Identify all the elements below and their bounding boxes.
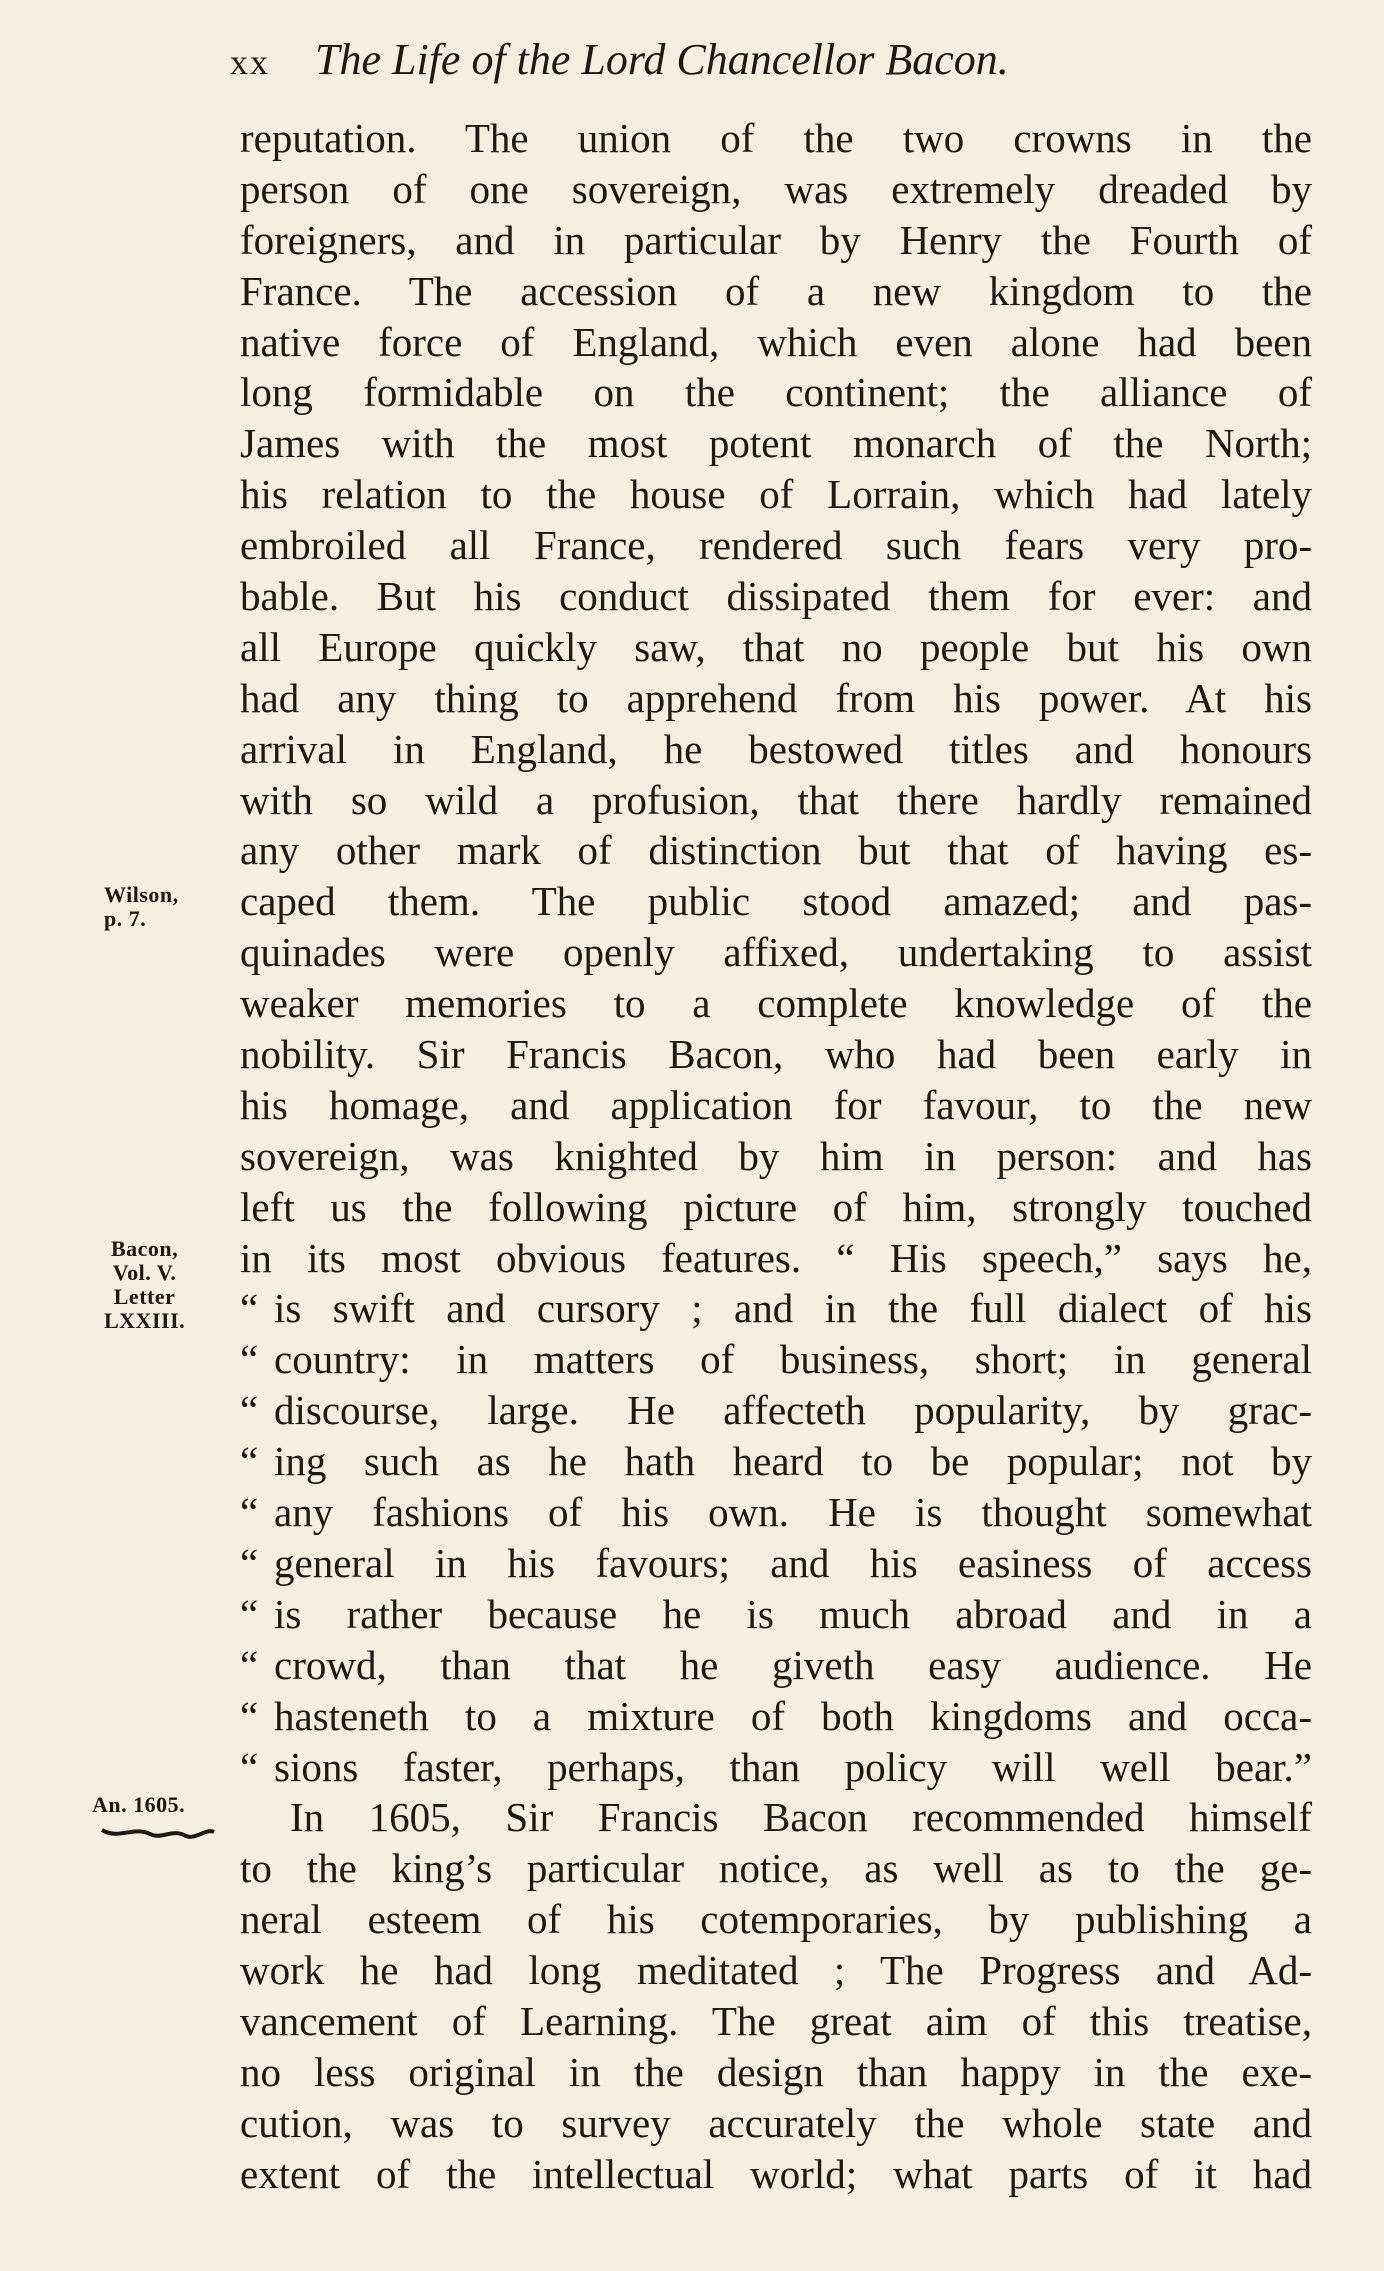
text-line: reputation. The union of the two crowns in the bbox=[240, 115, 1312, 161]
text-line bbox=[240, 1640, 1312, 1691]
quoted-line-text: crowd, than that he giveth easy audience. He bbox=[274, 1641, 1312, 1688]
quoted-line-text: hasteneth to a mixture of both kingdoms and occa- bbox=[274, 1692, 1312, 1739]
quoted-line-text: is rather because he is much abroad and in a bbox=[274, 1590, 1312, 1637]
text-line: caped them. The public stood amazed; and pas- bbox=[240, 878, 1312, 925]
margin-note-line: Letter bbox=[113, 1284, 176, 1309]
text-line bbox=[240, 1538, 1312, 1589]
quoted-line-text: country: in matters of business, short; in general bbox=[274, 1336, 1312, 1383]
margin-note-bacon bbox=[104, 1237, 185, 1333]
text-line: nobility. Sir Francis Bacon, who had been early in bbox=[240, 1031, 1312, 1078]
running-title: The Life of the Lord Chancellor Bacon. bbox=[315, 35, 1009, 84]
text-line: work he had long meditated ; The Progress and Ad- bbox=[240, 1947, 1312, 1994]
running-header bbox=[230, 34, 1210, 85]
text-line: all Europe quickly saw, that no people but his own bbox=[240, 623, 1312, 670]
text-line bbox=[240, 1436, 1312, 1487]
text-line: arrival in England, he bestowed titles and honours bbox=[240, 725, 1312, 772]
text-line: to the king’s particular notice, as well as to the ge- bbox=[240, 1845, 1312, 1892]
text-line: no less original in the design than happy in the exe- bbox=[240, 2048, 1312, 2095]
text-line: neral esteem of his cotemporaries, by publishing a bbox=[240, 1896, 1312, 1943]
text-line bbox=[240, 1691, 1312, 1742]
text-line: weaker memories to a complete knowledge of the bbox=[240, 980, 1312, 1027]
body-text bbox=[240, 113, 1312, 2200]
text-line: his homage, and application for favour, to the new bbox=[240, 1081, 1312, 1128]
page-number: xx bbox=[230, 42, 270, 82]
quote-mark: “ bbox=[240, 1539, 259, 1586]
quoted-line-text: is swift and cursory ; and in the full dialect of his bbox=[274, 1285, 1312, 1332]
quoted-line-text: any fashions of his own. He is thought somewhat bbox=[274, 1489, 1312, 1536]
text-line bbox=[240, 1742, 1312, 1793]
margin-note-line: Bacon, bbox=[110, 1236, 179, 1261]
text-line: left us the following picture of him, strongly touched bbox=[240, 1183, 1312, 1230]
text-line: vancement of Learning. The great aim of this treatise, bbox=[240, 1997, 1312, 2044]
text-line: long formidable on the continent; the alliance of bbox=[240, 369, 1312, 416]
quote-mark: “ bbox=[240, 1285, 259, 1332]
quote-mark: “ bbox=[240, 1590, 259, 1637]
quote-mark: “ bbox=[240, 1387, 259, 1434]
quote-mark: “ bbox=[240, 1641, 259, 1688]
margin-note-line: Vol. V. bbox=[112, 1260, 177, 1285]
text-line: In 1605, Sir Francis Bacon recommended himself bbox=[290, 1794, 1312, 1841]
quote-mark: “ bbox=[240, 1692, 259, 1739]
flourish-ornament bbox=[98, 1822, 218, 1850]
text-line: any other mark of distinction but that of having es- bbox=[240, 827, 1312, 874]
margin-note-wilson bbox=[104, 883, 179, 931]
margin-note-year: An. 1605. bbox=[92, 1792, 186, 1817]
margin-note-line: LXXIII. bbox=[104, 1308, 186, 1333]
quoted-line-text: general in his favours; and his easiness of access bbox=[274, 1539, 1312, 1586]
text-line bbox=[240, 1385, 1312, 1436]
quote-mark: “ bbox=[240, 1438, 259, 1485]
margin-note-line: Wilson, bbox=[104, 882, 179, 907]
text-line bbox=[240, 1334, 1312, 1385]
text-line bbox=[240, 1589, 1312, 1640]
quoted-line-text: discourse, large. He affecteth popularity, by grac- bbox=[274, 1387, 1312, 1434]
text-line: in its most obvious features. “ His speech,” says he, bbox=[240, 1234, 1312, 1281]
text-line: native force of England, which even alone had been bbox=[240, 318, 1312, 365]
text-line: sovereign, was knighted by him in person: and has bbox=[240, 1132, 1312, 1179]
text-line: person of one sovereign, was extremely dreaded by bbox=[240, 165, 1312, 212]
margin-note-line: p. 7. bbox=[104, 906, 147, 931]
text-line: France. The accession of a new kingdom to the bbox=[240, 267, 1312, 314]
text-line: extent of the intellectual world; what parts of it had bbox=[240, 2150, 1312, 2197]
text-line: embroiled all France, rendered such fears very pro- bbox=[240, 522, 1312, 569]
text-line: foreigners, and in particular by Henry the Fourth of bbox=[240, 216, 1312, 263]
quote-mark: “ bbox=[240, 1336, 259, 1383]
text-line: with so wild a profusion, that there hardly remained bbox=[240, 776, 1312, 823]
text-line bbox=[240, 1487, 1312, 1538]
quote-mark: “ bbox=[240, 1743, 259, 1790]
text-line: quinades were openly affixed, undertaking to assist bbox=[240, 929, 1312, 976]
quote-mark: “ bbox=[240, 1489, 259, 1536]
quoted-line-text: ing such as he hath heard to be popular; not by bbox=[274, 1438, 1312, 1485]
text-line: bable. But his conduct dissipated them for ever: and bbox=[240, 573, 1312, 620]
text-line: James with the most potent monarch of the North; bbox=[240, 420, 1312, 467]
text-line: had any thing to apprehend from his power. At his bbox=[240, 674, 1312, 721]
text-line: his relation to the house of Lorrain, which had lately bbox=[240, 471, 1312, 518]
text-line bbox=[240, 1283, 1312, 1334]
text-line: cution, was to survey accurately the whole state and bbox=[240, 2099, 1312, 2146]
quoted-line-text: sions faster, perhaps, than policy will well bear.” bbox=[274, 1743, 1312, 1790]
